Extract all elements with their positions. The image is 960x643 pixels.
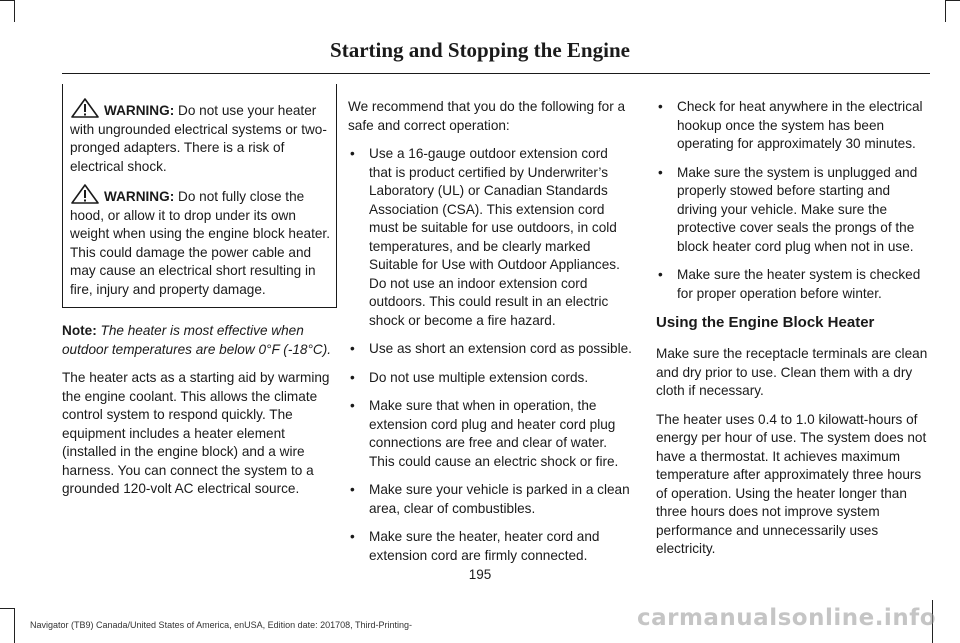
checklist xyxy=(656,98,930,303)
list-item: • Make sure your vehicle is parked in a clean area, clear of combustibles. xyxy=(348,481,633,518)
column-left xyxy=(62,84,337,509)
watermark: carmanualsonline.info xyxy=(636,605,936,631)
crop-mark-top-right xyxy=(946,0,960,1)
warning-2 xyxy=(70,184,330,299)
crop-mark-top-left-v xyxy=(14,0,15,22)
list-item: • Make sure the heater, heater cord and extension cord are firmly connected. xyxy=(348,528,633,565)
list-item: • Make sure that when in operation, the extension cord plug and heater cord plug connections are free and clear of water. This could cause an electric shock or fire. xyxy=(348,397,633,471)
crop-mark-top-right-v xyxy=(945,0,946,22)
list-item: • Do not use multiple extension cords. xyxy=(348,369,633,388)
list-item: • Use a 16-gauge outdoor extension cord that is product certified by Underwriter’s Laboratory (UL) or Canadian Standards Association (CSA). This extension cord must be suitable for use outdoors, in cold temperatures, and be clearly marked Suitable for Use with Outdoor Appliances. Do not use an indoor extension cord outdoors. This could result in an electric shock or become a fire hazard. xyxy=(348,145,633,330)
warning-label: WARNING: xyxy=(104,189,175,204)
heater-description: The heater acts as a starting aid by warming the engine coolant. This allows the climate control system to respond quickly. The equipment includes a heater element (installed in the engine block) and a wire harness. You can connect the system to a grounded 120-volt AC electrical source. xyxy=(62,370,330,496)
warning-triangle-icon xyxy=(70,184,100,204)
warning-label: WARNING: xyxy=(104,103,175,118)
header-rule xyxy=(62,73,930,74)
warning-1 xyxy=(70,98,330,176)
paragraph: The heater uses 0.4 to 1.0 kilowatt-hours of energy per hour of use. The system does not have a thermostat. It achieves maximum temperature after approximately three hours of operation. Using the heater longer than three hours does not improve system performance and unnecessarily uses electricity. xyxy=(656,411,927,556)
paragraph: Make sure the receptacle terminals are clean and dry prior to use. Clean them with a dry cloth if necessary. xyxy=(656,346,928,398)
column-right xyxy=(656,98,930,569)
list-item: • Make sure the system is unplugged and properly stowed before starting and driving your vehicle. Make sure the protective cover seals the prongs of the block heater cord plug when not in use. xyxy=(656,164,930,257)
note-label: Note: xyxy=(62,323,97,338)
warning-box xyxy=(62,84,337,308)
recommendation-list xyxy=(348,145,633,565)
warning-triangle-icon xyxy=(70,98,100,118)
crop-mark-bottom-left-v xyxy=(14,608,15,643)
intro-paragraph: We recommend that you do the following for a safe and correct operation: xyxy=(348,99,626,133)
crop-mark-bottom-left-h xyxy=(0,608,14,609)
page-number: 195 xyxy=(468,567,492,582)
note-text: The heater is most effective when outdoor temperatures are below 0°F (-18°C). xyxy=(62,323,332,357)
warning-text: Do not use your heater with ungrounded electrical systems or two-pronged adapters. There is a risk of electrical shock. xyxy=(70,103,327,174)
section-heading: Using the Engine Block Heater xyxy=(656,314,875,331)
footer-text: Navigator (TB9) Canada/United States of America, enUSA, Edition date: 201708, Third-Printing- xyxy=(30,620,413,630)
list-item: • Check for heat anywhere in the electrical hookup once the system has been operating for approximately 30 minutes. xyxy=(656,98,930,154)
note xyxy=(62,322,337,359)
column-middle xyxy=(348,98,633,575)
crop-mark-top-left xyxy=(0,0,14,1)
page-title: Starting and Stopping the Engine xyxy=(330,38,630,62)
warning-text: Do not fully close the hood, or allow it to drop under its own weight when using the engine block heater. This could damage the power cable and may cause an electrical short resulting in fire, injury and property damage. xyxy=(70,189,330,297)
list-item: • Use as short an extension cord as possible. xyxy=(348,340,633,359)
list-item: • Make sure the heater system is checked for proper operation before winter. xyxy=(656,266,930,303)
